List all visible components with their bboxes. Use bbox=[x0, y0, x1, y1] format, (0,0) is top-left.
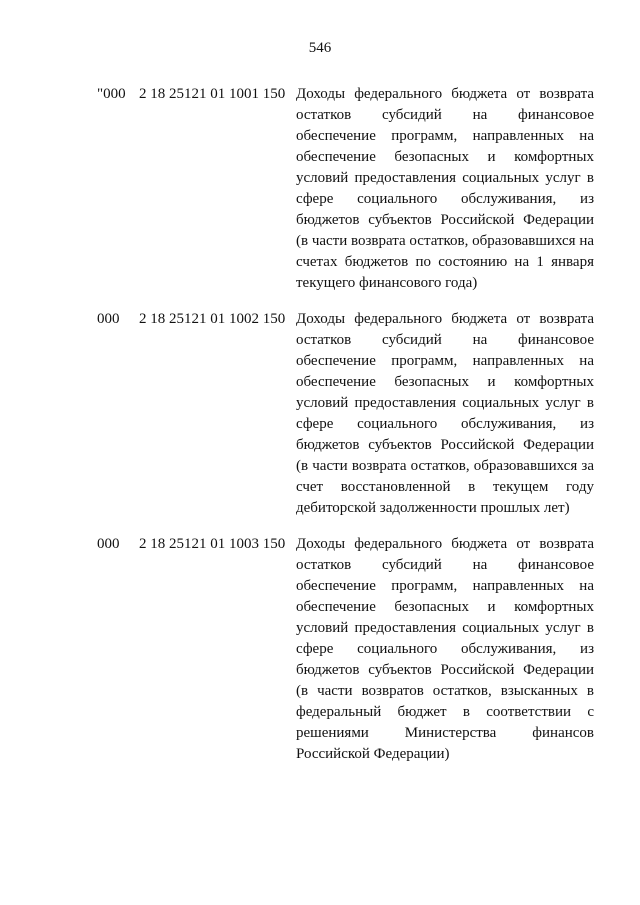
budget-entry bbox=[0, 534, 640, 765]
description-line: обеспечение безопасных и комфортных bbox=[296, 374, 594, 390]
administrator-code: 000 bbox=[97, 311, 120, 327]
description-line: бюджетов субъектов Российской Федерации bbox=[296, 437, 594, 453]
budget-classification-code: 2 18 25121 01 1003 150 bbox=[139, 536, 286, 552]
budget-entry bbox=[0, 309, 640, 519]
description-line: текущего финансового года) bbox=[296, 275, 478, 291]
description-line: обеспечение безопасных и комфортных bbox=[296, 599, 594, 615]
budget-classification-code: 2 18 25121 01 1002 150 bbox=[139, 311, 286, 327]
description-line: обеспечение программ, направленных на bbox=[296, 128, 594, 144]
description-line: сфере социального обслуживания, из bbox=[296, 191, 594, 207]
description-line: бюджетов субъектов Российской Федерации bbox=[296, 662, 594, 678]
administrator-code: "000 bbox=[97, 86, 126, 102]
administrator-code: 000 bbox=[97, 536, 120, 552]
description-line: условий предоставления социальных услуг в bbox=[296, 395, 594, 411]
description-line: счетах бюджетов по состоянию на 1 января bbox=[296, 254, 594, 270]
entry-description bbox=[296, 534, 594, 765]
budget-classification-code: 2 18 25121 01 1001 150 bbox=[139, 86, 286, 102]
description-line: остатков субсидий на финансовое bbox=[296, 107, 594, 123]
budget-entry bbox=[0, 84, 640, 294]
description-line: остатков субсидий на финансовое bbox=[296, 557, 594, 573]
description-line: сфере социального обслуживания, из bbox=[296, 641, 594, 657]
description-line: обеспечение программ, направленных на bbox=[296, 353, 594, 369]
description-line: сфере социального обслуживания, из bbox=[296, 416, 594, 432]
description-line: федеральный бюджет в соответствии с bbox=[296, 704, 594, 720]
description-line: (в части возврата остатков, образовавшихся за bbox=[296, 458, 594, 474]
description-line: дебиторской задолженности прошлых лет) bbox=[296, 500, 570, 516]
entry-description bbox=[296, 309, 594, 519]
description-line: остатков субсидий на финансовое bbox=[296, 332, 594, 348]
description-line: обеспечение безопасных и комфортных bbox=[296, 149, 594, 165]
description-line: Доходы федерального бюджета от возврата bbox=[296, 311, 594, 327]
description-line: условий предоставления социальных услуг в bbox=[296, 620, 594, 636]
page-number: 546 bbox=[308, 40, 332, 56]
description-line: обеспечение программ, направленных на bbox=[296, 578, 594, 594]
description-line: Российской Федерации) bbox=[296, 746, 450, 762]
description-line: (в части возврата остатков, образовавшихся на bbox=[296, 233, 594, 249]
description-line: Доходы федерального бюджета от возврата bbox=[296, 86, 594, 102]
description-line: Доходы федерального бюджета от возврата bbox=[296, 536, 594, 552]
description-line: счет восстановленной в текущем году bbox=[296, 479, 594, 495]
description-line: (в части возвратов остатков, взысканных в bbox=[296, 683, 594, 699]
entry-description bbox=[296, 84, 594, 294]
budget-code-list bbox=[0, 84, 640, 780]
description-line: бюджетов субъектов Российской Федерации bbox=[296, 212, 594, 228]
description-line: решениями Министерства финансов bbox=[296, 725, 594, 741]
description-line: условий предоставления социальных услуг в bbox=[296, 170, 594, 186]
